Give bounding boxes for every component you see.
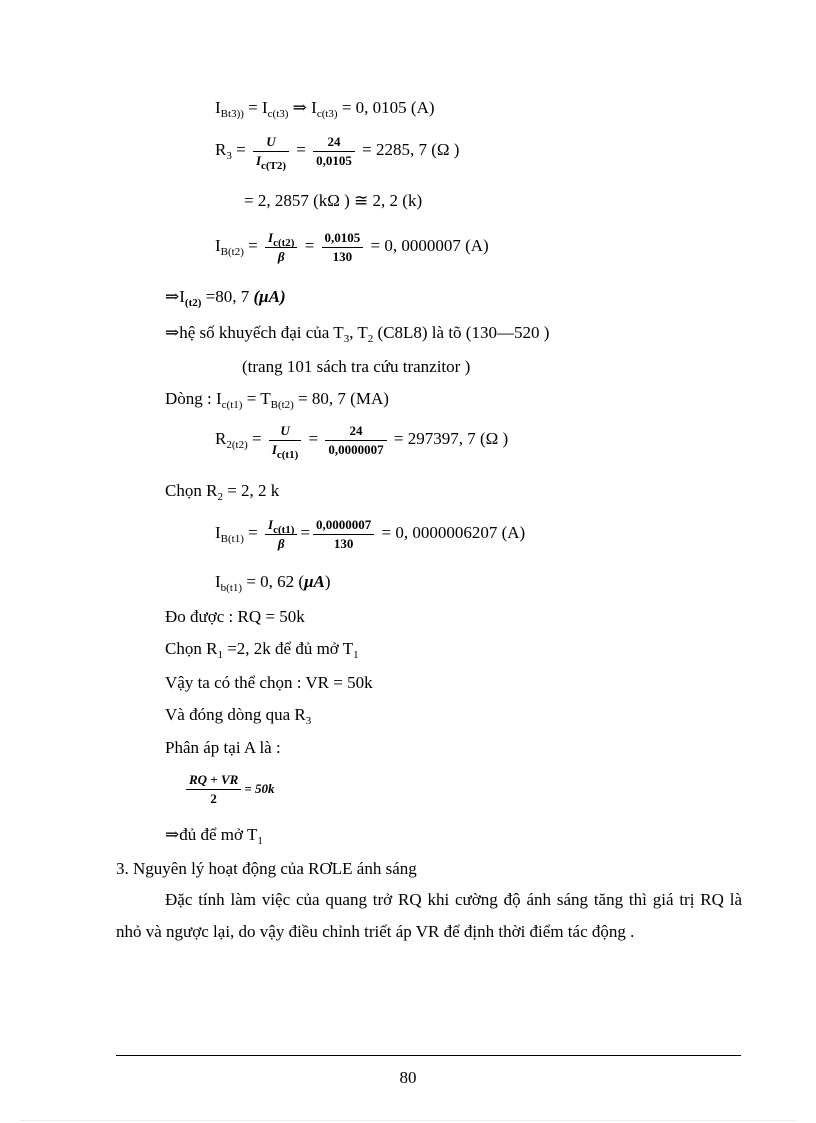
measured-line: Đo được : RQ = 50k [165, 607, 305, 626]
eq-ib-t1: $I_{B(t1)}$ = $\frac{I_{c(t1)}}{\beta}$ = $\frac{0,0000007}{130}$ = 0, 0000006207 (A) [215, 516, 526, 551]
fraction-u-over-ic1: $\frac{U}{I_{c(t1)}}$ [269, 423, 301, 458]
eq-ib-t2: $I_{B(t2)}$ = $\frac{I_{c(t2)}}{\beta}$ = $\frac{0,0105}{130}$ = 0, 0000007 (A) [215, 229, 489, 264]
fraction-rq-vr-over-2: $\frac{RQ + VR}{2}$ [186, 772, 241, 807]
choose-r1: Chọn $R_1 =2$, 2k để đủ mở $T_1$ [165, 639, 359, 661]
voltage-divider-label: Phân áp tại A là : [165, 738, 281, 757]
eq-r2: $R_{2(t2)}$ = $\frac{U}{I_{c(t1)}}$ = $\frac{24}{0,0000007}$ = 297397, 7 (Ω ) [215, 422, 509, 461]
reference-note: (trang 101 sách tra cứu tranzitor ) [242, 357, 471, 376]
eq-kohm: = 2, 2857 (kΩ ) ≅ 2, 2 (k) [244, 191, 423, 210]
eq-r3: $R_3$ = $\frac{U}{I_{c(T2)}}$ = $\frac{24}{0,0105}$ = 2285, 7 (Ω ) [215, 133, 460, 172]
fraction-ic-over-beta: $\frac{I_{c(t2)}}{\beta}$ [265, 230, 297, 265]
eq-ib-t1-result: $I_{b(t1)} = 0$, 62 (μA) [215, 572, 331, 594]
current-line: Dòng : $I_{c(t1)} = T_{B(t2)} = 80$, 7 (MA) [165, 389, 389, 411]
section-heading: 3. Nguyên lý hoạt động của RƠLE ánh sáng [116, 859, 417, 878]
footer-rule [116, 1055, 741, 1056]
section-paragraph [116, 884, 742, 948]
eq-divider: $\frac{RQ + VR}{2}$ = 50k [186, 768, 274, 809]
page-edge-divider [20, 1120, 796, 1121]
choose-r2: Chọn $R_2 = 2$, 2 k [165, 481, 280, 503]
fraction-u-over-ic: $\frac{U}{I_{c(T2)}}$ [253, 134, 289, 169]
choose-vr: Vậy ta có thể chọn : VR = 50k [165, 673, 373, 692]
fraction-24-over-value: $\frac{24}{0,0105}$ [313, 134, 355, 169]
page-number: 80 [399, 1068, 417, 1087]
enough-to-open-t1: ⇒đủ để mở $T_1$ [165, 825, 263, 847]
fraction-value-over-130: $\frac{0,0105}{130}$ [322, 230, 364, 265]
fraction-24-over-small-value: $\frac{24}{0,0000007}$ [325, 423, 386, 458]
gain-line: ⇒hệ số khuyếch đại của $T_3$, $T_2$ (C8L8) là tõ (130—520 ) [165, 323, 550, 345]
fraction-ic1-over-beta: $\frac{I_{c(t1)}}{\beta}$ [265, 517, 297, 552]
paragraph-text: Đặc tính làm việc của quang trở RQ khi cường độ ánh sáng tăng thì giá trị RQ là nhỏ và ngược lại, do vậy điều chỉnh triết áp VR để định thời điểm tác động . [116, 890, 742, 941]
fraction-small-over-130: $\frac{0,0000007}{130}$ [313, 517, 374, 552]
eq-i-t2: $\Rightarrow I_{(t2)} =80$, 7 (μA) [165, 287, 286, 309]
current-through-r3: Và đóng dòng qua $R_3$ [165, 705, 312, 727]
eq-ib-t3: $I_{Bt3))} = I_{c(t3)}$ ⇒ $I_{c(t3)} = 0$, 0105 (A) [215, 98, 435, 120]
